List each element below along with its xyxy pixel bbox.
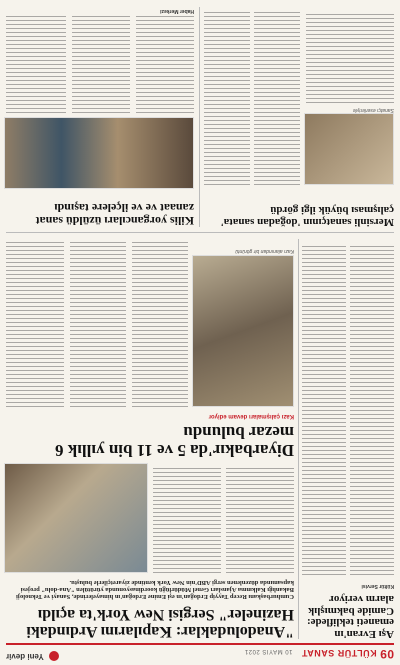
second-story-column-2: [70, 242, 126, 407]
third-story-column-1: [306, 11, 394, 103]
third-story-caption: Sanatçı eserleriyle: [352, 107, 394, 113]
second-story-column-1: [132, 242, 188, 407]
second-story-headline: Diyarbakır'da 5 ve 11 bin yıllık 6 mezar bulundu: [55, 423, 294, 460]
side-story-headline: Aşı Evran'ın emaneti tekliflede: Camide bakmışlık alarm veriyor: [306, 593, 394, 640]
section-divider: [6, 232, 394, 233]
column-divider-lower: [199, 7, 200, 227]
fourth-story-column-2: [72, 15, 130, 113]
side-story: [302, 239, 394, 639]
main-story-column-2: [153, 465, 221, 573]
section-label: KÜLTÜR SANAT: [301, 648, 377, 658]
main-story-column-1: [226, 465, 294, 573]
main-story: [6, 464, 294, 639]
side-story-column-2: [302, 245, 346, 575]
issue-date: 10 MAYIS 2021: [244, 648, 293, 654]
page-number: 09: [379, 647, 394, 661]
third-story-headline: Mersinli sanatçının 'doğadan sanata' çalışması büyük ilgi gördü: [220, 204, 394, 228]
third-story-photo: [304, 113, 394, 185]
second-story-column-3: [6, 242, 64, 407]
section-title: [244, 647, 394, 661]
main-story-headline: "Anadoludaklar: Kapılarını Ardındaki Hazineler" Sergisi New York'ta açıldı: [26, 606, 294, 640]
side-story-column-1: [350, 245, 394, 575]
second-story-kicker: Kazı çalışmaları devam ediyor: [208, 413, 294, 420]
main-story-photo: [4, 463, 148, 573]
column-divider: [298, 239, 299, 639]
second-story-caption: Kazı alanından bir görüntü: [235, 248, 294, 254]
paper-name: Yeni devir: [6, 651, 44, 661]
logo-icon: [49, 651, 59, 661]
fourth-story-column-3: [6, 15, 66, 113]
main-story-deck: Cumhurbaşkanı Recep Tayyip Erdoğan'ın eşi Emine Erdoğan'ın himayelerinde, Sanayi ve Teknoloji Bakanlığı Kalkınma Ajansları Genel Müdürlüğü koordinasyonunda yürütülen "Ana-dolu" projesi kapsamında düzenlenen sergi ABD'nin New York kentinde ziyaretçilerle buluştu.: [16, 579, 294, 601]
second-story-photo: [192, 255, 294, 407]
third-story: [204, 7, 394, 227]
fourth-story-photo: [4, 117, 194, 189]
fourth-story-headline: Kilis yorgancıları üzüldü sanat zanaat ve ve ilçelere taşındı: [35, 201, 194, 228]
side-story-byline: Kültür Servisi: [361, 582, 394, 589]
fourth-story: [6, 7, 194, 227]
fourth-story-byline: Haber Merkezi: [160, 8, 194, 14]
second-story: [6, 239, 294, 459]
third-story-column-2: [254, 11, 300, 185]
masthead: [6, 643, 394, 661]
third-story-column-3: [204, 11, 250, 185]
paper-logo: [6, 651, 59, 661]
fourth-story-column-1: [136, 15, 194, 113]
